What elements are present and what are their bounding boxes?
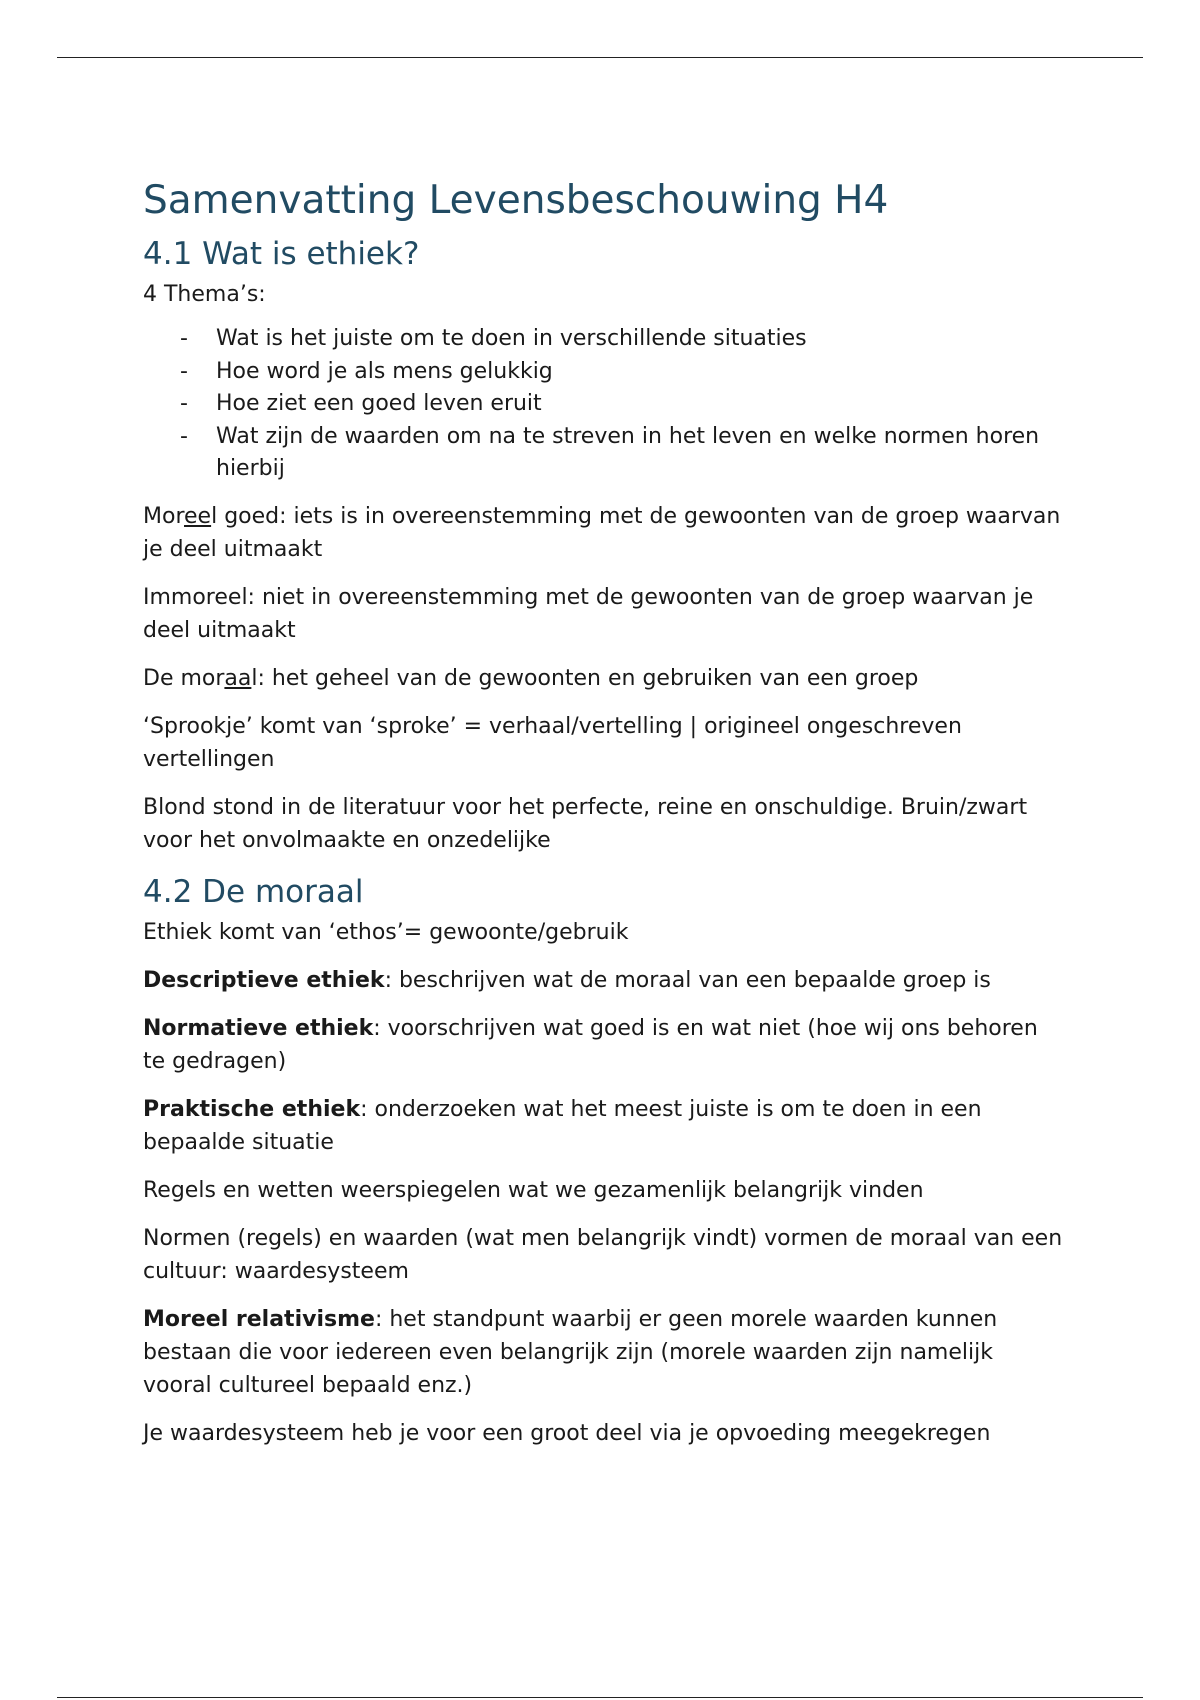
list-item: - Wat is het juiste om te doen in verschillende situaties [216,323,1063,356]
ethos-paragraph: Ethiek komt van ‘ethos’= gewoonte/gebruik [143,919,629,945]
top-rule [57,57,1143,58]
themes-label: 4 Thema’s: [143,282,266,307]
blond-paragraph: Blond stond in de literatuur voor het perfecte, reine en onschuldige. Bruin/zwart voor het onvolmaakte en onzedelijke [143,794,1028,853]
waardesysteem-paragraph: Je waardesysteem heb je voor een groot deel via je opvoeding meegekregen [143,1420,991,1446]
definition-descriptieve-ethiek: Descriptieve ethiek: beschrijven wat de moraal van een bepaalde groep is [143,967,991,993]
bottom-rule [57,1697,1143,1698]
themes-list [143,323,1063,486]
term: Praktische ethiek [143,1096,361,1122]
definition-normatieve-ethiek: Normatieve ethiek: voorschrijven wat goed is en wat niet (hoe wij ons behoren te gedragen) [143,1015,1038,1074]
normen-paragraph: Normen (regels) en waarden (wat men belangrijk vindt) vormen de moraal van een cultuur: waardesysteem [143,1225,1063,1284]
term: Descriptieve ethiek [143,967,385,993]
definition-praktische-ethiek: Praktische ethiek: onderzoeken wat het meest juiste is om te doen in een bepaalde situatie [143,1096,982,1155]
term: Moreel relativisme [143,1306,375,1332]
sprookje-paragraph: ‘Sprookje’ komt van ‘sproke’ = verhaal/vertelling | origineel ongeschreven vertellingen [143,713,962,772]
definition-moreel: Moreel goed: iets is in overeenstemming met de gewoonten van de groep waarvan je deel uitmaakt [143,503,1061,562]
term: Normatieve ethiek [143,1015,374,1041]
list-item: - Hoe ziet een goed leven eruit [216,388,1063,421]
list-item: - Hoe word je als mens gelukkig [216,356,1063,389]
definition-moreel-relativisme: Moreel relativisme: het standpunt waarbij er geen morele waarden kunnen bestaan die voor iedereen even belangrijk zijn (morele waarden zijn namelijk vooral cultureel bepaald enz.) [143,1306,998,1398]
definition-moraal: De moraal: het geheel van de gewoonten en gebruiken van een groep [143,665,919,691]
regels-paragraph: Regels en wetten weerspiegelen wat we gezamenlijk belangrijk vinden [143,1177,924,1203]
list-item: - Wat zijn de waarden om na te streven in het leven en welke normen horen hierbij [216,421,1063,486]
document-body [143,176,1063,1465]
section-heading-4-1: 4.1 Wat is ethiek? [143,236,420,272]
document-title: Samenvatting Levensbeschouwing H4 [143,178,889,223]
definition-immoreel: Immoreel: niet in overeenstemming met de gewoonten van de groep waarvan je deel uitmaakt [143,584,1034,643]
section-heading-4-2: 4.2 De moraal [143,873,364,910]
